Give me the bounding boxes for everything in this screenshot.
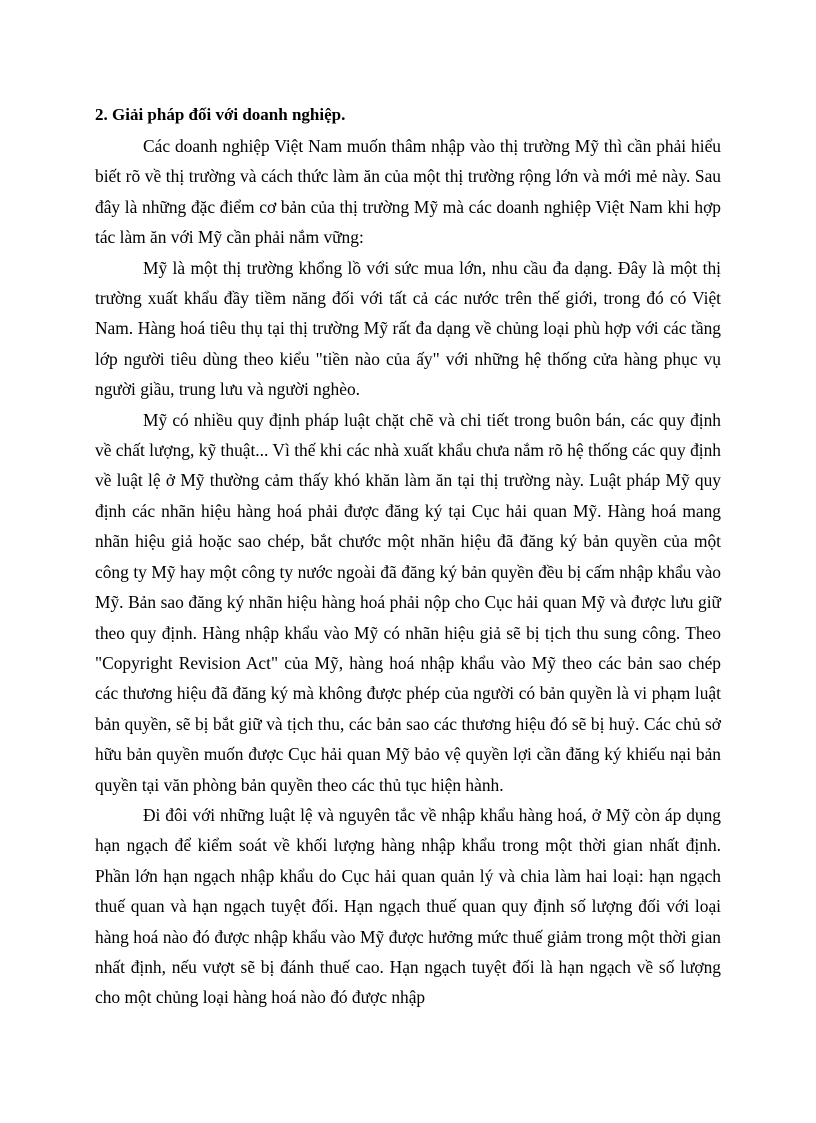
paragraph-intro: Các doanh nghiệp Việt Nam muốn thâm nhập vào thị trường Mỹ thì cần phải hiểu biết rõ về thị trường và cách thức làm ăn của một thị trường rộng lớn và mới mẻ này. Sau đây là những đặc điểm cơ bản của thị trường Mỹ mà các doanh nghiệp Việt Nam khi hợp tác làm ăn với Mỹ cần phải nắm vững: [95,136,721,248]
paragraph-import-quotas: Đi đôi với những luật lệ và nguyên tắc về nhập khẩu hàng hoá, ở Mỹ còn áp dụng hạn ngạch để kiểm soát về khối lượng hàng nhập khẩu trong một thời gian nhất định. Phần lớn hạn ngạch nhập khẩu do Cục hải quan quản lý và chia làm hai loại: hạn ngạch thuế quan và hạn ngạch tuyệt đối. Hạn ngạch thuế quan quy định số lượng đối với loại hàng hoá nào đó được nhập khẩu vào Mỹ được hưởng mức thuế giảm trong một thời gian nhất định, nếu vượt sẽ bị đánh thuế cao. Hạn ngạch tuyệt đối là hạn ngạch về số lượng cho một chủng loại hàng hoá nào đó được nhập [95,804,721,1008]
paragraph-market-overview: Mỹ là một thị trường khổng lồ với sức mua lớn, nhu cầu đa dạng. Đây là một thị trường xuất khẩu đầy tiềm năng đối với tất cả các nước trên thế giới, trong đó có Việt Nam. Hàng hoá tiêu thụ tại thị trường Mỹ rất đa dạng về chủng loại phù hợp với các tầng lớp người tiêu dùng theo kiểu "tiền nào của ấy" với những hệ thống cửa hàng phục vụ người giầu, trung lưu và người nghèo. [95,257,721,400]
document-page [95,101,721,1013]
section-heading: 2. Giải pháp đối với doanh nghiệp. [95,105,346,124]
paragraph-legal-regulations: Mỹ có nhiều quy định pháp luật chặt chẽ và chi tiết trong buôn bán, các quy định về chất lượng, kỹ thuật... Vì thế khi các nhà xuất khẩu chưa nắm rõ hệ thống các quy định về luật lệ ở Mỹ thường cảm thấy khó khăn làm ăn tại thị trường này. Luật pháp Mỹ quy định các nhãn hiệu hàng hoá phải được đăng ký tại Cục hải quan Mỹ. Hàng hoá mang nhãn hiệu giả hoặc sao chép, bắt chước một nhãn hiệu đã đăng ký bản quyền của một công ty Mỹ hay một công ty nước ngoài đã đăng ký bản quyền đều bị cấm nhập khẩu vào Mỹ. Bản sao đăng ký nhãn hiệu hàng hoá phải nộp cho Cục hải quan Mỹ và được lưu giữ theo quy định. Hàng nhập khẩu vào Mỹ có nhãn hiệu giả sẽ bị tịch thu sung công. Theo "Copyright Revision Act" của Mỹ, hàng hoá nhập khẩu vào Mỹ theo các bản sao chép các thương hiệu đã đăng ký mà không được phép của người có bản quyền là vi phạm luật bản quyền, sẽ bị bắt giữ và tịch thu, các bản sao các thương hiệu đó sẽ bị huỷ. Các chủ sở hữu bản quyền muốn được Cục hải quan Mỹ bảo vệ quyền lợi cần đăng ký khiếu nại bản quyền tại văn phòng bản quyền theo các thủ tục hiện hành. [95,409,721,795]
